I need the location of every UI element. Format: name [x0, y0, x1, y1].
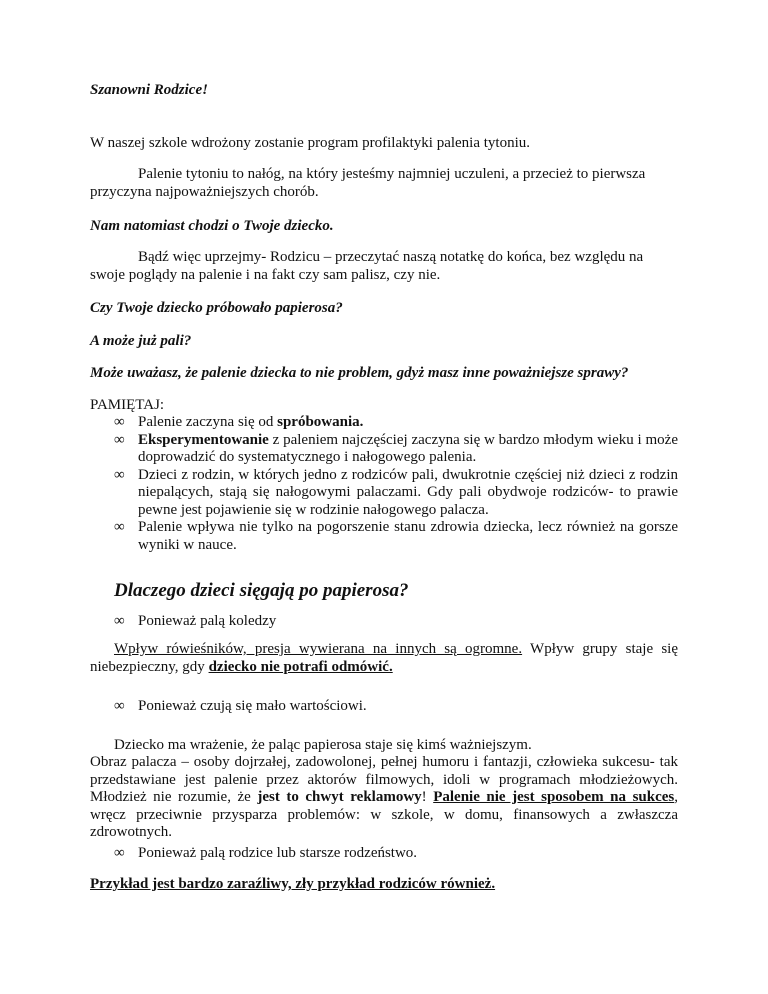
remember-list [90, 414, 678, 554]
infinity-bullet-icon: ∞ [114, 613, 125, 629]
emphasis-your-child: Nam natomiast chodzi o Twoje dziecko. [90, 218, 334, 234]
list-item: ∞ Eksperymentowanie z paleniem najczęściej zaczyna się w bardzo młodym wieku i może doprowadzić do systematycznego i nałogowego palenia. [114, 431, 678, 465]
reason-list-1 [90, 613, 678, 631]
infinity-bullet-icon: ∞ [114, 519, 125, 535]
infinity-bullet-icon: ∞ [114, 466, 125, 483]
list-item: ∞ Ponieważ palą rodzice lub starsze rodzeństwo. [114, 845, 418, 861]
intro-paragraph: W naszej szkole wdrożony zostanie program profilaktyki palenia tytoniu. [90, 135, 531, 151]
reason2-line1: Dziecko ma wrażenie, że paląc papierosa staje się kimś ważniejszym. [114, 737, 532, 753]
list-item: ∞ Palenie zaczyna się od spróbowania. [114, 414, 364, 430]
closing-statement: Przykład jest bardzo zaraźliwy, zły przykład rodziców również. [90, 876, 496, 892]
reason1-paragraph: Wpływ rówieśników, presja wywierana na innych są ogromne. Wpływ grupy staje się niebezpieczny, gdy dziecko nie potrafi odmówić. [90, 641, 678, 675]
question-tried: Czy Twoje dziecko próbowało papierosa? [90, 300, 343, 316]
infinity-bullet-icon: ∞ [114, 414, 125, 430]
reason-list-2 [90, 698, 678, 716]
list-item: ∞ Palenie wpływa nie tylko na pogorszenie stanu zdrowia dziecka, lecz również na gorsze wyniki w nauce. [114, 519, 678, 553]
infinity-bullet-icon: ∞ [114, 698, 125, 714]
paragraph-request: Bądź więc uprzejmy- Rodzicu – przeczytać naszą notatkę do końca, bez względu na swoje poglądy na palenie i na fakt czy sam palisz, czy nie. [90, 249, 644, 283]
list-item: ∞ Dzieci z rodzin, w których jedno z rodziców pali, dwukrotnie częściej niż dzieci z rodzin niepalących, stają się nałogowymi palaczami. Gdy pali obydwoje rodziców- to prawie pewne jest pojawienie się w rodzinie nałogowego palacza. [114, 466, 678, 518]
infinity-bullet-icon: ∞ [114, 431, 125, 448]
reason2-paragraph: Obraz palacza – osoby dojrzałej, zadowolonej, pełnej humoru i fantazji, człowieka sukcesu- tak przedstawiane jest palenie przez aktorów filmowych, idoli w programach młodzieżowych. Młodzież nie rozumie, że jest to chwyt reklamowy! Palenie nie jest sposobem na sukces, wręcz przeciwnie przysparza problemów: w szkole, w domu, finansowych a zwłaszcza zdrowotnych. [90, 754, 678, 840]
greeting: Szanowni Rodzice! [90, 82, 208, 98]
list-item: ∞ Ponieważ czują się mało wartościowi. [114, 698, 367, 714]
question-smokes: A może już pali? [90, 333, 192, 349]
reason-list-3 [90, 845, 678, 863]
list-item: ∞ Ponieważ palą koledzy [114, 613, 277, 629]
paragraph-addiction: Palenie tytoniu to nałóg, na który jesteśmy najmniej uczuleni, a przecież to pierwsza przyczyna najpoważniejszych chorób. [90, 166, 646, 200]
section-title: Dlaczego dzieci sięgają po papierosa? [114, 580, 409, 601]
infinity-bullet-icon: ∞ [114, 845, 125, 861]
remember-label: PAMIĘTAJ: [90, 397, 165, 413]
question-not-problem: Może uważasz, że palenie dziecka to nie problem, gdyż masz inne poważniejsze sprawy? [90, 365, 629, 381]
